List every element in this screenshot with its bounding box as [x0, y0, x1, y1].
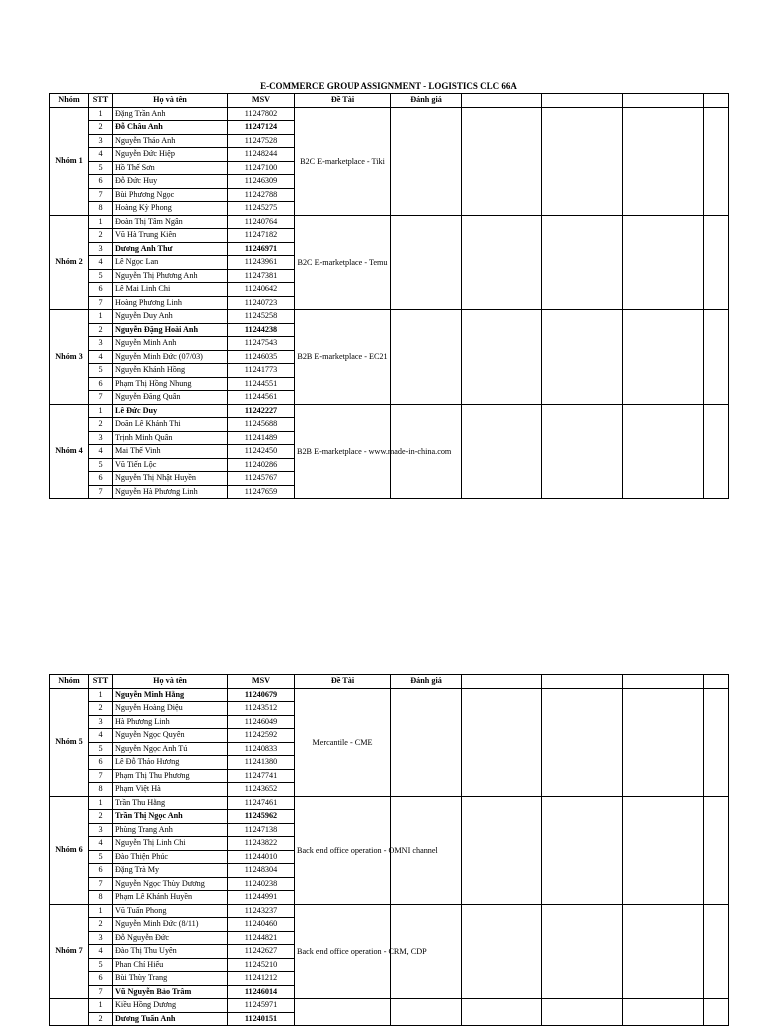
- stt-cell: 3: [89, 431, 113, 445]
- student-name-cell: Hà Phương Linh: [113, 715, 228, 729]
- stt-cell: 5: [89, 161, 113, 175]
- student-name-cell: Nguyễn Duy Anh: [113, 310, 228, 324]
- student-id-cell: 11245258: [228, 310, 295, 324]
- evaluation-cell: [623, 999, 704, 1026]
- student-id-cell: 11247461: [228, 796, 295, 810]
- topic-cell: B2C E-marketplace - Temu: [295, 215, 391, 310]
- stt-cell: 4: [89, 945, 113, 959]
- evaluation-cell: [623, 904, 704, 999]
- student-name-cell: Lê Đỗ Thảo Hương: [113, 756, 228, 770]
- evaluation-cell: [462, 404, 542, 499]
- student-id-cell: 11243652: [228, 783, 295, 797]
- stt-cell: 5: [89, 742, 113, 756]
- col-header-group: Nhóm: [50, 675, 89, 689]
- student-name-cell: Bùi Thùy Trang: [113, 972, 228, 986]
- student-id-cell: 11240764: [228, 215, 295, 229]
- student-name-cell: Bùi Phương Ngọc: [113, 188, 228, 202]
- evaluation-cell: [391, 215, 462, 310]
- col-header-empty: [462, 94, 542, 108]
- stt-cell: 4: [89, 350, 113, 364]
- stt-cell: 4: [89, 148, 113, 162]
- table-row: [50, 310, 729, 324]
- evaluation-cell: [391, 107, 462, 215]
- stt-cell: 6: [89, 472, 113, 486]
- student-id-cell: 11242227: [228, 404, 295, 418]
- col-header-msv: MSV: [228, 94, 295, 108]
- table-body: [50, 688, 729, 1026]
- topic-cell: B2B E-marketplace - EC21: [295, 310, 391, 405]
- stt-cell: 6: [89, 756, 113, 770]
- evaluation-cell: [391, 310, 462, 405]
- student-id-cell: 11242592: [228, 729, 295, 743]
- student-id-cell: 11245210: [228, 958, 295, 972]
- student-id-cell: 11244561: [228, 391, 295, 405]
- student-name-cell: Hồ Thế Sơn: [113, 161, 228, 175]
- student-name-cell: Đỗ Đức Huy: [113, 175, 228, 189]
- student-name-cell: Phạm Thị Hồng Nhung: [113, 377, 228, 391]
- student-id-cell: 11245275: [228, 202, 295, 216]
- evaluation-cell: [623, 688, 704, 796]
- stt-cell: 6: [89, 283, 113, 297]
- evaluation-cell: [462, 688, 542, 796]
- stt-cell: 1: [89, 107, 113, 121]
- stt-cell: 4: [89, 837, 113, 851]
- student-id-cell: 11243822: [228, 837, 295, 851]
- student-name-cell: Phùng Trang Anh: [113, 823, 228, 837]
- student-name-cell: Lê Mai Linh Chi: [113, 283, 228, 297]
- student-id-cell: 11240151: [228, 1012, 295, 1026]
- table-body: [50, 107, 729, 499]
- topic-cell: B2B E-marketplace - www.made-in-china.com: [295, 404, 391, 499]
- student-id-cell: 11243961: [228, 256, 295, 270]
- student-name-cell: Nguyễn Thảo Anh: [113, 134, 228, 148]
- stt-cell: 2: [89, 418, 113, 432]
- group-name-cell: Nhóm 3: [50, 310, 89, 405]
- col-header-stt: STT: [89, 675, 113, 689]
- topic-cell: B2C E-marketplace - Tiki: [295, 107, 391, 215]
- stt-cell: 5: [89, 958, 113, 972]
- stt-cell: 3: [89, 715, 113, 729]
- col-header-empty: [623, 94, 704, 108]
- student-id-cell: 11244010: [228, 850, 295, 864]
- student-id-cell: 11246971: [228, 242, 295, 256]
- topic-cell: Mercantile - CME: [295, 688, 391, 796]
- evaluation-cell: [623, 107, 704, 215]
- stt-cell: 2: [89, 121, 113, 135]
- col-header-empty: [704, 675, 729, 689]
- student-id-cell: 11242627: [228, 945, 295, 959]
- student-id-cell: 11247100: [228, 161, 295, 175]
- col-header-msv: MSV: [228, 675, 295, 689]
- evaluation-cell: [542, 904, 623, 999]
- student-name-cell: Nguyễn Minh Đức (8/11): [113, 918, 228, 932]
- evaluation-cell: [462, 107, 542, 215]
- student-name-cell: Nguyễn Đức Hiệp: [113, 148, 228, 162]
- stt-cell: 6: [89, 175, 113, 189]
- student-name-cell: Nguyễn Thị Nhật Huyền: [113, 472, 228, 486]
- student-name-cell: Trịnh Minh Quân: [113, 431, 228, 445]
- student-id-cell: 11247124: [228, 121, 295, 135]
- stt-cell: 5: [89, 364, 113, 378]
- student-id-cell: 11240642: [228, 283, 295, 297]
- student-name-cell: Đoàn Thị Tâm Ngân: [113, 215, 228, 229]
- student-name-cell: Phạm Lê Khánh Huyền: [113, 891, 228, 905]
- evaluation-cell: [623, 215, 704, 310]
- student-id-cell: 11244238: [228, 323, 295, 337]
- student-id-cell: 11246309: [228, 175, 295, 189]
- evaluation-cell: [462, 904, 542, 999]
- student-name-cell: Mai Thế Vinh: [113, 445, 228, 459]
- evaluation-cell: [704, 215, 729, 310]
- stt-cell: 1: [89, 310, 113, 324]
- student-name-cell: Phan Chí Hiếu: [113, 958, 228, 972]
- stt-cell: 5: [89, 269, 113, 283]
- stt-cell: 8: [89, 202, 113, 216]
- student-id-cell: 11245962: [228, 810, 295, 824]
- group-name-cell: [50, 999, 89, 1026]
- table-row: [50, 904, 729, 918]
- student-name-cell: Nguyễn Minh Hằng: [113, 688, 228, 702]
- evaluation-cell: [462, 215, 542, 310]
- table-row: [50, 107, 729, 121]
- student-name-cell: Vũ Tuấn Phong: [113, 904, 228, 918]
- table-row: [50, 404, 729, 418]
- student-id-cell: 11242450: [228, 445, 295, 459]
- assignment-table-1: [49, 93, 729, 499]
- student-name-cell: Vũ Hà Trung Kiên: [113, 229, 228, 243]
- evaluation-cell: [704, 796, 729, 904]
- student-name-cell: Nguyễn Thị Phương Anh: [113, 269, 228, 283]
- stt-cell: 1: [89, 404, 113, 418]
- table-header-row: [50, 675, 729, 689]
- table-header-row: [50, 94, 729, 108]
- student-name-cell: Đỗ Nguyễn Đức: [113, 931, 228, 945]
- table-row: [50, 999, 729, 1013]
- student-id-cell: 11240238: [228, 877, 295, 891]
- student-id-cell: 11248244: [228, 148, 295, 162]
- student-id-cell: 11240679: [228, 688, 295, 702]
- stt-cell: 6: [89, 972, 113, 986]
- evaluation-cell: [462, 796, 542, 904]
- student-id-cell: 11248304: [228, 864, 295, 878]
- stt-cell: 3: [89, 823, 113, 837]
- evaluation-cell: [462, 999, 542, 1026]
- stt-cell: 8: [89, 783, 113, 797]
- student-name-cell: Dương Tuấn Anh: [113, 1012, 228, 1026]
- student-id-cell: 11242788: [228, 188, 295, 202]
- stt-cell: 2: [89, 229, 113, 243]
- student-name-cell: Kiều Hồng Dương: [113, 999, 228, 1013]
- stt-cell: 3: [89, 134, 113, 148]
- sheet-title: E-COMMERCE GROUP ASSIGNMENT - LOGISTICS CLC 66A: [260, 81, 517, 91]
- student-id-cell: 11246049: [228, 715, 295, 729]
- student-id-cell: 11240723: [228, 296, 295, 310]
- student-name-cell: Lê Đức Duy: [113, 404, 228, 418]
- student-name-cell: Nguyễn Minh Đức (07/03): [113, 350, 228, 364]
- stt-cell: 7: [89, 296, 113, 310]
- student-id-cell: 11247659: [228, 485, 295, 499]
- stt-cell: 6: [89, 377, 113, 391]
- student-name-cell: Nguyễn Hà Phương Linh: [113, 485, 228, 499]
- student-id-cell: 11244821: [228, 931, 295, 945]
- stt-cell: 2: [89, 1012, 113, 1026]
- student-id-cell: 11245688: [228, 418, 295, 432]
- topic-cell: [295, 999, 391, 1026]
- stt-cell: 5: [89, 850, 113, 864]
- student-id-cell: 11247138: [228, 823, 295, 837]
- stt-cell: 2: [89, 810, 113, 824]
- student-name-cell: Nguyễn Khánh Hồng: [113, 364, 228, 378]
- col-header-empty: [623, 675, 704, 689]
- group-name-cell: Nhóm 6: [50, 796, 89, 904]
- col-header-empty: [704, 94, 729, 108]
- stt-cell: 8: [89, 891, 113, 905]
- student-name-cell: Đặng Trà My: [113, 864, 228, 878]
- stt-cell: 1: [89, 999, 113, 1013]
- evaluation-cell: [704, 999, 729, 1026]
- student-name-cell: Vũ Tiến Lộc: [113, 458, 228, 472]
- student-name-cell: Nguyễn Ngọc Thùy Dương: [113, 877, 228, 891]
- student-id-cell: 11241212: [228, 972, 295, 986]
- stt-cell: 7: [89, 769, 113, 783]
- student-name-cell: Nguyễn Đăng Quân: [113, 391, 228, 405]
- stt-cell: 1: [89, 904, 113, 918]
- stt-cell: 4: [89, 729, 113, 743]
- col-header-name: Họ và tên: [113, 94, 228, 108]
- stt-cell: 7: [89, 188, 113, 202]
- student-id-cell: 11247741: [228, 769, 295, 783]
- col-header-empty: [462, 675, 542, 689]
- topic-cell: Back end office operation - CRM, CDP: [295, 904, 391, 999]
- table-row: [50, 688, 729, 702]
- student-id-cell: 11246014: [228, 985, 295, 999]
- stt-cell: 2: [89, 702, 113, 716]
- topic-cell: Back end office operation - OMNI channel: [295, 796, 391, 904]
- stt-cell: 4: [89, 445, 113, 459]
- student-id-cell: 11240833: [228, 742, 295, 756]
- evaluation-cell: [704, 404, 729, 499]
- evaluation-cell: [391, 688, 462, 796]
- student-name-cell: Phạm Việt Hà: [113, 783, 228, 797]
- col-header-empty: [542, 675, 623, 689]
- evaluation-cell: [391, 999, 462, 1026]
- stt-cell: 1: [89, 215, 113, 229]
- student-id-cell: 11243512: [228, 702, 295, 716]
- group-name-cell: Nhóm 1: [50, 107, 89, 215]
- evaluation-cell: [542, 107, 623, 215]
- evaluation-cell: [704, 904, 729, 999]
- student-id-cell: 11247802: [228, 107, 295, 121]
- group-name-cell: Nhóm 2: [50, 215, 89, 310]
- student-id-cell: 11240460: [228, 918, 295, 932]
- student-id-cell: 11247182: [228, 229, 295, 243]
- student-name-cell: Dương Anh Thư: [113, 242, 228, 256]
- student-name-cell: Nguyễn Thị Linh Chi: [113, 837, 228, 851]
- student-id-cell: 11245971: [228, 999, 295, 1013]
- student-id-cell: 11241380: [228, 756, 295, 770]
- stt-cell: 1: [89, 688, 113, 702]
- col-header-evaluation: Đánh giá: [391, 675, 462, 689]
- evaluation-cell: [542, 796, 623, 904]
- student-id-cell: 11244991: [228, 891, 295, 905]
- stt-cell: 3: [89, 931, 113, 945]
- student-id-cell: 11247381: [228, 269, 295, 283]
- col-header-name: Họ và tên: [113, 675, 228, 689]
- student-name-cell: Trần Thị Ngọc Anh: [113, 810, 228, 824]
- student-name-cell: Đào Thiện Phúc: [113, 850, 228, 864]
- table-row: [50, 796, 729, 810]
- student-id-cell: 11241489: [228, 431, 295, 445]
- evaluation-cell: [542, 310, 623, 405]
- student-name-cell: Nguyễn Ngọc Quyên: [113, 729, 228, 743]
- evaluation-cell: [623, 310, 704, 405]
- stt-cell: 6: [89, 864, 113, 878]
- assignment-table-2: [49, 674, 729, 1026]
- student-id-cell: 11245767: [228, 472, 295, 486]
- evaluation-cell: [542, 215, 623, 310]
- col-header-stt: STT: [89, 94, 113, 108]
- evaluation-cell: [542, 688, 623, 796]
- student-name-cell: Lê Ngọc Lan: [113, 256, 228, 270]
- student-id-cell: 11244551: [228, 377, 295, 391]
- col-header-topic: Đề Tài: [295, 94, 391, 108]
- col-header-empty: [542, 94, 623, 108]
- evaluation-cell: [623, 404, 704, 499]
- stt-cell: 7: [89, 877, 113, 891]
- stt-cell: 7: [89, 985, 113, 999]
- evaluation-cell: [542, 404, 623, 499]
- student-name-cell: Nguyễn Ngọc Anh Tú: [113, 742, 228, 756]
- student-name-cell: Hoàng Kỳ Phong: [113, 202, 228, 216]
- stt-cell: 2: [89, 918, 113, 932]
- student-id-cell: 11247528: [228, 134, 295, 148]
- student-id-cell: 11241773: [228, 364, 295, 378]
- evaluation-cell: [542, 999, 623, 1026]
- stt-cell: 5: [89, 458, 113, 472]
- evaluation-cell: [462, 310, 542, 405]
- table-row: [50, 215, 729, 229]
- col-header-evaluation: Đánh giá: [391, 94, 462, 108]
- student-id-cell: 11247543: [228, 337, 295, 351]
- student-name-cell: Vũ Nguyễn Bảo Trâm: [113, 985, 228, 999]
- student-name-cell: Doãn Lê Khánh Thi: [113, 418, 228, 432]
- evaluation-cell: [623, 796, 704, 904]
- stt-cell: 7: [89, 485, 113, 499]
- student-name-cell: Trần Thu Hằng: [113, 796, 228, 810]
- student-name-cell: Đặng Trần Anh: [113, 107, 228, 121]
- group-name-cell: Nhóm 4: [50, 404, 89, 499]
- stt-cell: 4: [89, 256, 113, 270]
- student-name-cell: Đào Thị Thu Uyên: [113, 945, 228, 959]
- stt-cell: 3: [89, 242, 113, 256]
- col-header-group: Nhóm: [50, 94, 89, 108]
- evaluation-cell: [704, 107, 729, 215]
- stt-cell: 1: [89, 796, 113, 810]
- student-name-cell: Nguyễn Hoàng Diệu: [113, 702, 228, 716]
- student-name-cell: Nguyễn Đặng Hoài Anh: [113, 323, 228, 337]
- evaluation-cell: [704, 310, 729, 405]
- student-name-cell: Hoàng Phương Linh: [113, 296, 228, 310]
- group-name-cell: Nhóm 7: [50, 904, 89, 999]
- stt-cell: 2: [89, 323, 113, 337]
- student-id-cell: 11243237: [228, 904, 295, 918]
- stt-cell: 7: [89, 391, 113, 405]
- stt-cell: 3: [89, 337, 113, 351]
- student-id-cell: 11240286: [228, 458, 295, 472]
- student-name-cell: Phạm Thị Thu Phương: [113, 769, 228, 783]
- student-id-cell: 11246035: [228, 350, 295, 364]
- group-name-cell: Nhóm 5: [50, 688, 89, 796]
- evaluation-cell: [704, 688, 729, 796]
- student-name-cell: Đỗ Châu Anh: [113, 121, 228, 135]
- student-name-cell: Nguyễn Minh Anh: [113, 337, 228, 351]
- col-header-topic: Đề Tài: [295, 675, 391, 689]
